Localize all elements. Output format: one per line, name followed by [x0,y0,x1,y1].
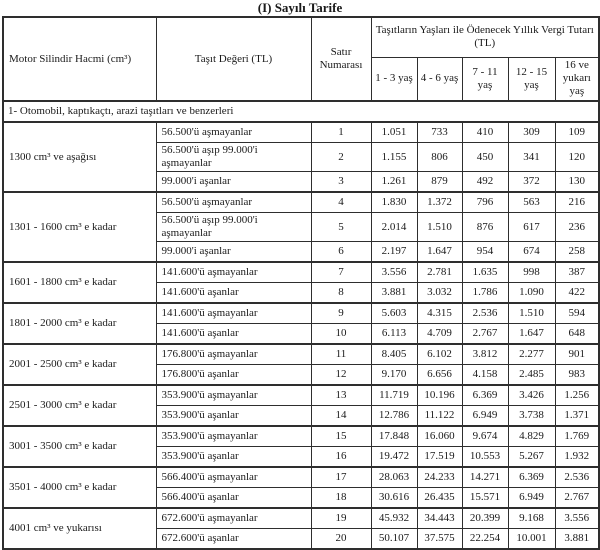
table-row [3,303,599,324]
row-number-cell: 6 [311,242,371,263]
row-number-cell: 4 [311,192,371,213]
vehicle-value-cell: 56.500'ü aşıp 99.000'i aşmayanlar [156,213,311,242]
tax-amount-cell: 109 [555,122,599,143]
table-row [3,262,599,283]
tax-amount-cell: 2.536 [555,467,599,488]
tariff-table [2,16,600,550]
tax-amount-cell: 1.830 [371,192,417,213]
tax-amount-cell: 341 [508,143,555,172]
tax-amount-cell: 876 [462,213,508,242]
row-number-cell: 5 [311,213,371,242]
tax-amount-cell: 4.829 [508,426,555,447]
engine-volume-cell: 1801 - 2000 cm³ e kadar [3,303,156,344]
vehicle-value-cell: 176.800'ü aşanlar [156,365,311,386]
tax-amount-cell: 6.949 [508,488,555,509]
row-number-cell: 2 [311,143,371,172]
table-row [3,385,599,406]
tax-amount-cell: 3.426 [508,385,555,406]
tax-amount-cell: 3.881 [371,283,417,304]
tax-amount-cell: 236 [555,213,599,242]
table-row [3,192,599,213]
header-tax-group: Taşıtların Yaşları ile Ödenecek Yıllık Vergi Tutarı (TL) [371,17,599,57]
engine-volume-cell: 4001 cm³ ve yukarısı [3,508,156,549]
tax-amount-cell: 1.510 [508,303,555,324]
tax-amount-cell: 1.090 [508,283,555,304]
tax-amount-cell: 19.472 [371,447,417,468]
vehicle-value-cell: 99.000'i aşanlar [156,242,311,263]
row-number-cell: 3 [311,172,371,193]
tax-amount-cell: 806 [417,143,462,172]
tax-amount-cell: 492 [462,172,508,193]
tax-amount-cell: 17.848 [371,426,417,447]
tax-amount-cell: 12.786 [371,406,417,427]
tax-amount-cell: 3.812 [462,344,508,365]
tax-amount-cell: 6.656 [417,365,462,386]
vehicle-value-cell: 672.600'ü aşmayanlar [156,508,311,529]
tax-amount-cell: 1.371 [555,406,599,427]
tax-amount-cell: 983 [555,365,599,386]
tax-amount-cell: 410 [462,122,508,143]
row-number-cell: 18 [311,488,371,509]
row-number-cell: 1 [311,122,371,143]
tax-amount-cell: 22.254 [462,529,508,550]
tax-amount-cell: 450 [462,143,508,172]
tax-amount-cell: 14.271 [462,467,508,488]
tax-amount-cell: 4.158 [462,365,508,386]
tax-amount-cell: 309 [508,122,555,143]
table-row [3,426,599,447]
tax-amount-cell: 1.261 [371,172,417,193]
header-row-number: Satır Numarası [311,17,371,101]
tax-amount-cell: 2.485 [508,365,555,386]
table-row [3,508,599,529]
vehicle-value-cell: 56.500'ü aşmayanlar [156,122,311,143]
tax-amount-cell: 954 [462,242,508,263]
engine-volume-cell: 1301 - 1600 cm³ e kadar [3,192,156,262]
tax-amount-cell: 1.155 [371,143,417,172]
tax-amount-cell: 648 [555,324,599,345]
tax-amount-cell: 1.372 [417,192,462,213]
vehicle-value-cell: 176.800'ü aşmayanlar [156,344,311,365]
tax-amount-cell: 24.233 [417,467,462,488]
row-number-cell: 13 [311,385,371,406]
vehicle-value-cell: 56.500'ü aşmayanlar [156,192,311,213]
row-number-cell: 11 [311,344,371,365]
tax-amount-cell: 216 [555,192,599,213]
tax-amount-cell: 1.635 [462,262,508,283]
vehicle-value-cell: 672.600'ü aşanlar [156,529,311,550]
tax-amount-cell: 16.060 [417,426,462,447]
tax-amount-cell: 9.170 [371,365,417,386]
vehicle-value-cell: 141.600'ü aşmayanlar [156,262,311,283]
vehicle-value-cell: 141.600'ü aşmayanlar [156,303,311,324]
tax-amount-cell: 258 [555,242,599,263]
table-row [3,467,599,488]
tax-amount-cell: 30.616 [371,488,417,509]
tax-amount-cell: 1.647 [417,242,462,263]
tax-amount-cell: 387 [555,262,599,283]
tax-amount-cell: 6.369 [462,385,508,406]
tax-amount-cell: 26.435 [417,488,462,509]
tax-amount-cell: 9.168 [508,508,555,529]
tax-amount-cell: 3.556 [371,262,417,283]
header-age-range-3: 7 - 11 yaş [462,57,508,101]
tax-amount-cell: 11.122 [417,406,462,427]
tax-amount-cell: 17.519 [417,447,462,468]
header-age-range-4: 12 - 15 yaş [508,57,555,101]
row-number-cell: 12 [311,365,371,386]
table-row [3,122,599,143]
row-number-cell: 20 [311,529,371,550]
tax-amount-cell: 563 [508,192,555,213]
tax-amount-cell: 6.113 [371,324,417,345]
tax-amount-cell: 2.767 [555,488,599,509]
tax-amount-cell: 3.556 [555,508,599,529]
row-number-cell: 19 [311,508,371,529]
tax-amount-cell: 130 [555,172,599,193]
engine-volume-cell: 1601 - 1800 cm³ e kadar [3,262,156,303]
tax-amount-cell: 3.032 [417,283,462,304]
tax-amount-cell: 50.107 [371,529,417,550]
header-age-range-2: 4 - 6 yaş [417,57,462,101]
tax-amount-cell: 879 [417,172,462,193]
page-title: (I) Sayılı Tarife [257,0,343,15]
tax-amount-cell: 998 [508,262,555,283]
tax-amount-cell: 422 [555,283,599,304]
tax-amount-cell: 4.315 [417,303,462,324]
vehicle-value-cell: 353.900'ü aşanlar [156,406,311,427]
header-age-range-5: 16 ve yukarı yaş [555,57,599,101]
tax-amount-cell: 4.709 [417,324,462,345]
tax-amount-cell: 796 [462,192,508,213]
tax-amount-cell: 617 [508,213,555,242]
tax-amount-cell: 674 [508,242,555,263]
table-body [3,101,599,549]
row-number-cell: 16 [311,447,371,468]
tax-amount-cell: 1.051 [371,122,417,143]
row-number-cell: 15 [311,426,371,447]
tax-amount-cell: 45.932 [371,508,417,529]
tax-amount-cell: 3.738 [508,406,555,427]
header-age-range-1: 1 - 3 yaş [371,57,417,101]
tax-amount-cell: 2.536 [462,303,508,324]
engine-volume-cell: 1300 cm³ ve aşağısı [3,122,156,192]
tax-amount-cell: 10.196 [417,385,462,406]
tax-amount-cell: 20.399 [462,508,508,529]
header-vehicle-value: Taşıt Değeri (TL) [156,17,311,101]
tax-amount-cell: 1.256 [555,385,599,406]
header-engine-volume: Motor Silindir Hacmi (cm³) [3,17,156,101]
tax-amount-cell: 594 [555,303,599,324]
vehicle-value-cell: 353.900'ü aşanlar [156,447,311,468]
tax-amount-cell: 1.769 [555,426,599,447]
tax-amount-cell: 3.881 [555,529,599,550]
tax-amount-cell: 5.267 [508,447,555,468]
tax-amount-cell: 15.571 [462,488,508,509]
vehicle-value-cell: 141.600'ü aşanlar [156,283,311,304]
vehicle-value-cell: 56.500'ü aşıp 99.000'i aşmayanlar [156,143,311,172]
table-row [3,344,599,365]
tax-amount-cell: 9.674 [462,426,508,447]
tax-amount-cell: 34.443 [417,508,462,529]
row-number-cell: 10 [311,324,371,345]
tax-amount-cell: 10.553 [462,447,508,468]
vehicle-value-cell: 141.600'ü aşanlar [156,324,311,345]
tax-amount-cell: 6.102 [417,344,462,365]
tax-amount-cell: 11.719 [371,385,417,406]
tax-amount-cell: 1.510 [417,213,462,242]
tax-amount-cell: 2.767 [462,324,508,345]
vehicle-value-cell: 353.900'ü aşmayanlar [156,385,311,406]
tax-amount-cell: 2.014 [371,213,417,242]
row-number-cell: 9 [311,303,371,324]
tax-amount-cell: 733 [417,122,462,143]
tax-amount-cell: 37.575 [417,529,462,550]
vehicle-value-cell: 566.400'ü aşmayanlar [156,467,311,488]
tax-amount-cell: 120 [555,143,599,172]
engine-volume-cell: 2501 - 3000 cm³ e kadar [3,385,156,426]
tax-amount-cell: 6.369 [508,467,555,488]
tax-amount-cell: 5.603 [371,303,417,324]
row-number-cell: 14 [311,406,371,427]
tax-amount-cell: 372 [508,172,555,193]
vehicle-value-cell: 99.000'i aşanlar [156,172,311,193]
engine-volume-cell: 3001 - 3500 cm³ e kadar [3,426,156,467]
table-header [3,17,599,101]
row-number-cell: 7 [311,262,371,283]
tax-amount-cell: 10.001 [508,529,555,550]
header-row-top [3,17,599,57]
section-row [3,101,599,122]
tax-amount-cell: 1.647 [508,324,555,345]
section-label: 1- Otomobil, kaptıkaçtı, arazi taşıtları ve benzerleri [3,101,599,122]
tax-amount-cell: 2.277 [508,344,555,365]
tax-amount-cell: 1.932 [555,447,599,468]
tax-amount-cell: 2.197 [371,242,417,263]
tax-amount-cell: 8.405 [371,344,417,365]
row-number-cell: 8 [311,283,371,304]
vehicle-value-cell: 353.900'ü aşmayanlar [156,426,311,447]
tax-amount-cell: 6.949 [462,406,508,427]
engine-volume-cell: 2001 - 2500 cm³ e kadar [3,344,156,385]
row-number-cell: 17 [311,467,371,488]
engine-volume-cell: 3501 - 4000 cm³ e kadar [3,467,156,508]
tax-amount-cell: 28.063 [371,467,417,488]
vehicle-value-cell: 566.400'ü aşanlar [156,488,311,509]
tax-amount-cell: 2.781 [417,262,462,283]
tax-amount-cell: 901 [555,344,599,365]
tax-amount-cell: 1.786 [462,283,508,304]
